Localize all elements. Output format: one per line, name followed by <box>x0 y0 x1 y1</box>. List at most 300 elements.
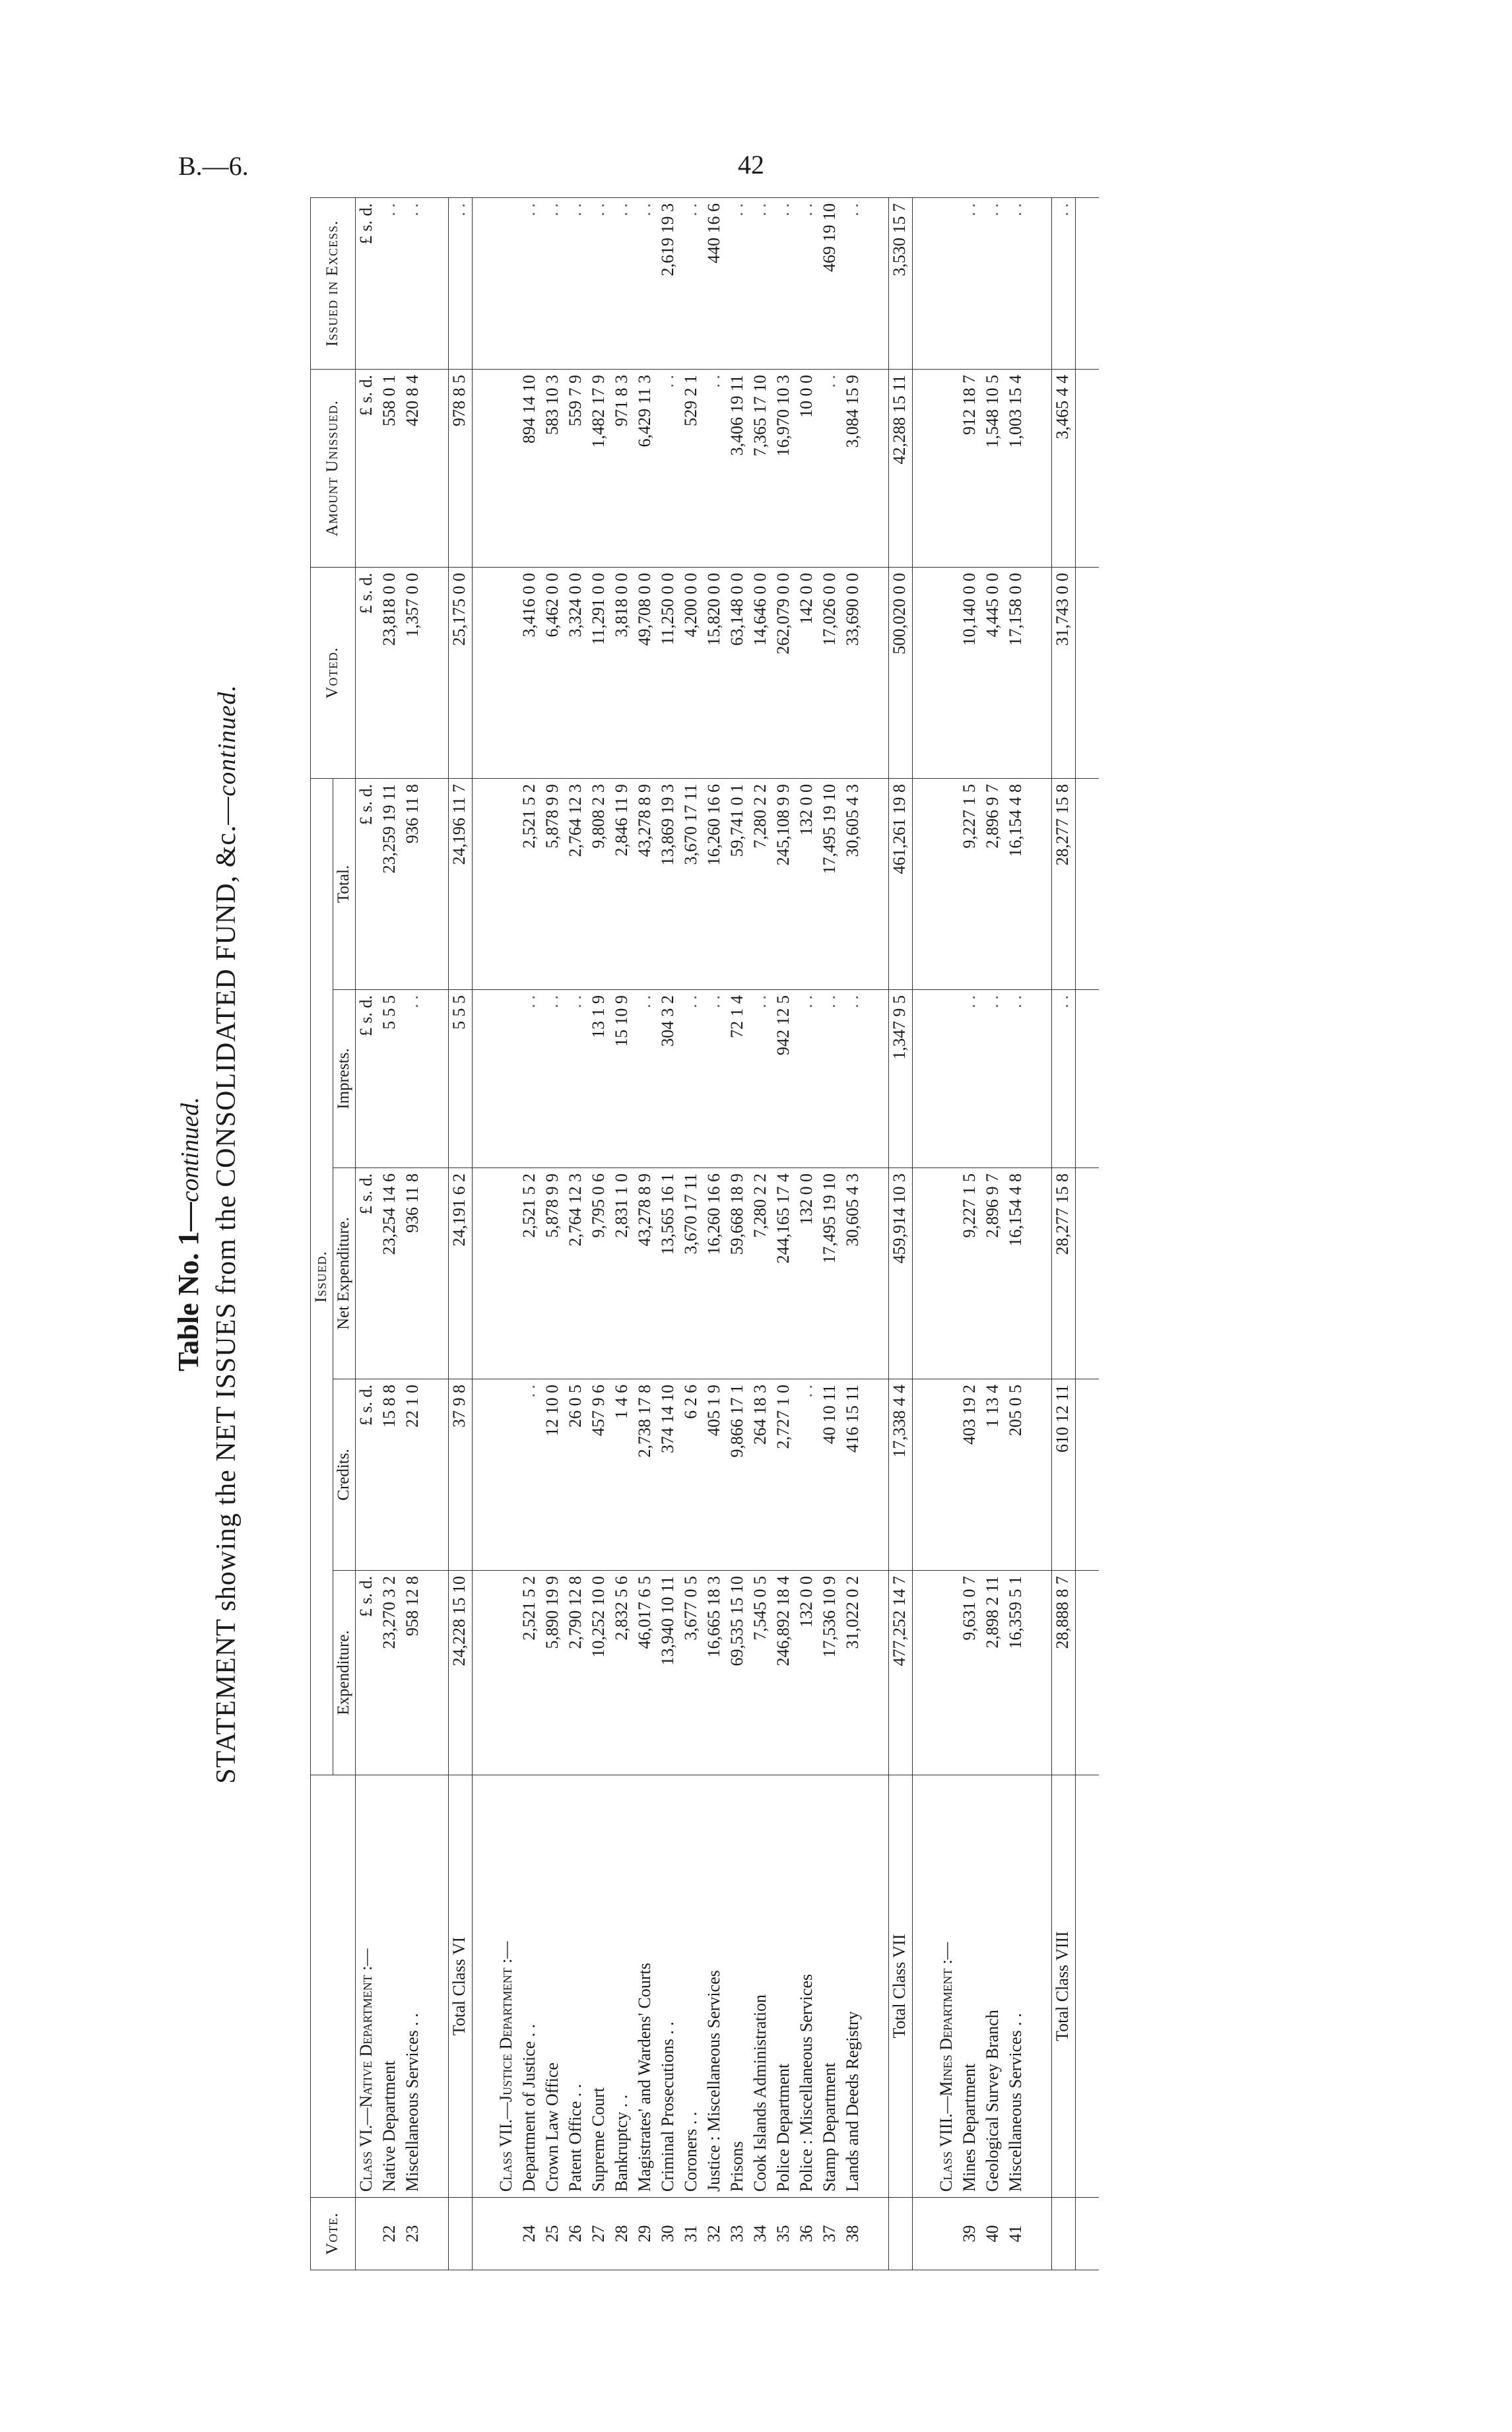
vote-number: 30 <box>657 2198 680 2270</box>
amount-cell: 2,521 5 2 <box>519 1168 542 1379</box>
amount-cell: . . <box>565 990 588 1168</box>
amount-cell: 477,252 14 7 <box>888 1571 912 1775</box>
amount-cell: 4,445 0 0 <box>982 567 1005 778</box>
spacer-cell <box>865 567 889 778</box>
vote-row <box>519 197 542 2270</box>
table-header <box>311 197 356 2270</box>
amount-cell: . . <box>842 197 865 369</box>
table-body <box>355 197 1099 2270</box>
vote-name: Justice : Miscellaneous Services <box>704 1775 727 2198</box>
empty-cell <box>496 369 519 567</box>
spacer-cell <box>472 567 496 778</box>
amount-cell: 28,888 8 7 <box>1051 1571 1075 1775</box>
amount-cell: . . <box>680 990 704 1168</box>
vote-name: Department of Justice . . <box>519 1775 542 2198</box>
amount-cell: 1 4 6 <box>611 1379 634 1571</box>
amount-cell: 33,690 0 0 <box>842 567 865 778</box>
amount-cell: 31,743 0 0 <box>1051 567 1075 778</box>
vote-name: Prisons <box>727 1775 750 2198</box>
table-caption <box>172 198 242 2270</box>
vote-row <box>1005 197 1028 2270</box>
amount-cell: 7,280 2 2 <box>750 778 773 989</box>
vote-row <box>842 197 865 2270</box>
amount-cell: 7,280 2 2 <box>750 1168 773 1379</box>
spacer-cell <box>1028 369 1052 567</box>
amount-cell: 6,462 0 0 <box>542 567 565 778</box>
amount-cell: 13,565 16 1 <box>657 1168 680 1379</box>
spacer-cell <box>912 567 936 778</box>
amount-cell: 1,003 15 4 <box>1005 369 1028 567</box>
amount-cell: 2,832 5 6 <box>611 1571 634 1775</box>
amount-cell: 3,677 0 5 <box>680 1571 704 1775</box>
amount-cell: 9,808 2 3 <box>588 778 611 989</box>
vote-number: 32 <box>704 2198 727 2270</box>
vote-number: 36 <box>796 2198 819 2270</box>
amount-cell: 16,260 16 6 <box>704 778 727 989</box>
amount-cell: 24,228 15 10 <box>448 1571 472 1775</box>
vote-number: 22 <box>379 2198 402 2270</box>
amount-cell: 23,259 19 11 <box>379 778 402 989</box>
amount-cell: 405 1 9 <box>704 1379 727 1571</box>
amount-cell: 17,026 0 0 <box>819 567 842 778</box>
spacer-cell <box>472 778 496 989</box>
class-heading: Class VI.—Native Department :— <box>355 1775 379 2198</box>
amount-cell: 30,605 4 3 <box>842 778 865 989</box>
empty-cell <box>496 197 519 369</box>
vote-row <box>773 197 796 2270</box>
class-heading-row <box>936 197 959 2270</box>
vote-name: Miscellaneous Services . . <box>402 1775 425 2198</box>
amount-cell: . . <box>542 990 565 1168</box>
spacer-row <box>472 197 496 2270</box>
spacer-cell <box>1075 1571 1099 1775</box>
amount-cell: 936 11 8 <box>402 1168 425 1379</box>
vote-name: Patent Office . . <box>565 1775 588 2198</box>
column-header-issued: Issued. <box>311 778 333 1775</box>
vote-row <box>727 197 750 2270</box>
amount-cell: 457 9 6 <box>588 1379 611 1571</box>
amount-cell: 13,940 10 11 <box>657 1571 680 1775</box>
currency-unit-cell: £ s. d. <box>355 778 379 989</box>
amount-cell: 3,670 17 11 <box>680 778 704 989</box>
amount-cell: 10,252 10 0 <box>588 1571 611 1775</box>
spacer-cell <box>1075 1775 1099 2198</box>
amount-cell: 245,108 9 9 <box>773 778 796 989</box>
spacer-cell <box>1028 2198 1052 2270</box>
amount-cell: . . <box>1005 197 1028 369</box>
amount-cell: 11,250 0 0 <box>657 567 680 778</box>
spacer-cell <box>1075 778 1099 989</box>
amount-cell: . . <box>657 369 680 567</box>
amount-cell: 2,764 12 3 <box>565 778 588 989</box>
spacer-cell <box>912 197 936 369</box>
vote-number: 26 <box>565 2198 588 2270</box>
amount-cell: 42,288 15 11 <box>888 369 912 567</box>
vote-cell <box>936 2198 959 2270</box>
empty-cell <box>496 1571 519 1775</box>
amount-cell: . . <box>796 1379 819 1571</box>
vote-name: Supreme Court <box>588 1775 611 2198</box>
amount-cell: . . <box>448 197 472 369</box>
spacer-cell <box>865 1571 889 1775</box>
amount-cell: 459,914 10 3 <box>888 1168 912 1379</box>
vote-name: Police : Miscellaneous Services <box>796 1775 819 2198</box>
amount-cell: 304 3 2 <box>657 990 680 1168</box>
amount-cell: 2,619 19 3 <box>657 197 680 369</box>
vote-row <box>704 197 727 2270</box>
vote-name: Cook Islands Administration <box>750 1775 773 2198</box>
amount-cell: 132 0 0 <box>796 1571 819 1775</box>
spacer-cell <box>472 990 496 1168</box>
amount-cell: 59,741 0 1 <box>727 778 750 989</box>
spacer-cell <box>1075 369 1099 567</box>
amount-cell: 69,535 15 10 <box>727 1571 750 1775</box>
column-header-credits: Credits. <box>333 1379 355 1571</box>
table-title: Table No. 1—continued. <box>172 1097 205 1371</box>
amount-cell: 1,548 10 5 <box>982 369 1005 567</box>
empty-cell <box>496 778 519 989</box>
spacer-cell <box>1028 1168 1052 1379</box>
spacer-cell <box>1075 990 1099 1168</box>
class-total-label: Total Class VI <box>448 1775 472 2198</box>
amount-cell: 3,465 4 4 <box>1051 369 1075 567</box>
amount-cell: 246,892 18 4 <box>773 1571 796 1775</box>
spacer-cell <box>1028 197 1052 369</box>
amount-cell: 2,521 5 2 <box>519 1571 542 1775</box>
vote-name: Crown Law Office <box>542 1775 565 2198</box>
column-header-imprests: Imprests. <box>333 990 355 1168</box>
amount-cell: 2,521 5 2 <box>519 778 542 989</box>
vote-row <box>750 197 773 2270</box>
vote-name: Police Department <box>773 1775 796 2198</box>
spacer-cell <box>865 369 889 567</box>
vote-row <box>565 197 588 2270</box>
spacer-cell <box>1028 1379 1052 1571</box>
spacer-cell <box>912 2198 936 2270</box>
currency-unit-cell: £ s. d. <box>355 1168 379 1379</box>
amount-cell: 26 0 5 <box>565 1379 588 1571</box>
amount-cell: 583 10 3 <box>542 369 565 567</box>
amount-cell: . . <box>402 990 425 1168</box>
currency-unit-cell: £ s. d. <box>355 1379 379 1571</box>
spacer-cell <box>865 1775 889 2198</box>
vote-cell <box>448 2198 472 2270</box>
amount-cell: . . <box>588 197 611 369</box>
amount-cell: 15,820 0 0 <box>704 567 727 778</box>
amount-cell: 132 0 0 <box>796 778 819 989</box>
amount-cell: 440 16 6 <box>704 197 727 369</box>
amount-cell: . . <box>611 197 634 369</box>
amount-cell: . . <box>819 369 842 567</box>
amount-cell: 262,079 0 0 <box>773 567 796 778</box>
vote-cell <box>496 2198 519 2270</box>
column-header-description <box>311 1775 356 2198</box>
amount-cell: 461,261 19 8 <box>888 778 912 989</box>
class-total-row <box>448 197 472 2270</box>
amount-cell: 15 10 9 <box>611 990 634 1168</box>
spacer-cell <box>1075 1168 1099 1379</box>
vote-name: Criminal Prosecutions . . <box>657 1775 680 2198</box>
amount-cell: 958 12 8 <box>402 1571 425 1775</box>
amount-cell: 971 8 3 <box>611 369 634 567</box>
amount-cell: 23,818 0 0 <box>379 567 402 778</box>
amount-cell: 1,357 0 0 <box>402 567 425 778</box>
amount-cell: . . <box>634 990 657 1168</box>
spacer-cell <box>912 1379 936 1571</box>
vote-row <box>680 197 704 2270</box>
amount-cell: 264 18 3 <box>750 1379 773 1571</box>
amount-cell: 1,347 9 5 <box>888 990 912 1168</box>
amount-cell: 59,668 18 9 <box>727 1168 750 1379</box>
empty-cell <box>936 1379 959 1571</box>
empty-cell <box>496 567 519 778</box>
amount-cell: 9,227 1 5 <box>959 778 982 989</box>
amount-cell: . . <box>727 197 750 369</box>
page-reference: B.—6. <box>178 151 249 181</box>
spacer-cell <box>912 778 936 989</box>
currency-unit-cell: £ s. d. <box>355 1571 379 1775</box>
spacer-row <box>865 197 889 2270</box>
amount-cell: 205 0 5 <box>1005 1379 1028 1571</box>
amount-cell: . . <box>704 990 727 1168</box>
amount-cell: 1 13 4 <box>982 1379 1005 1571</box>
vote-name: Magistrates' and Wardens' Courts <box>634 1775 657 2198</box>
amount-cell: 3,670 17 11 <box>680 1168 704 1379</box>
vote-cell <box>1051 2198 1075 2270</box>
vote-row <box>634 197 657 2270</box>
amount-cell: 5,890 19 9 <box>542 1571 565 1775</box>
amount-cell: . . <box>542 197 565 369</box>
amount-cell: 13 1 9 <box>588 990 611 1168</box>
spacer-row <box>1075 197 1099 2270</box>
amount-cell: 37 9 8 <box>448 1379 472 1571</box>
amount-cell: 9,795 0 6 <box>588 1168 611 1379</box>
rotated-table-area <box>172 198 1360 2270</box>
spacer-cell <box>425 2198 449 2270</box>
spacer-cell <box>425 197 449 369</box>
amount-cell: 16,665 18 3 <box>704 1571 727 1775</box>
amount-cell: 23,254 14 6 <box>379 1168 402 1379</box>
amount-cell: 912 18 7 <box>959 369 982 567</box>
amount-cell: 30,605 4 3 <box>842 1168 865 1379</box>
spacer-cell <box>865 2198 889 2270</box>
vote-number: 29 <box>634 2198 657 2270</box>
empty-cell <box>936 567 959 778</box>
amount-cell: 2,896 9 7 <box>982 778 1005 989</box>
amount-cell: 16,970 10 3 <box>773 369 796 567</box>
spacer-row <box>912 197 936 2270</box>
amount-cell: 28,277 15 8 <box>1051 778 1075 989</box>
amount-cell: 3,084 15 9 <box>842 369 865 567</box>
amount-cell: 2,831 1 0 <box>611 1168 634 1379</box>
vote-name: Native Department <box>379 1775 402 2198</box>
spacer-cell <box>425 1571 449 1775</box>
amount-cell: 529 2 1 <box>680 369 704 567</box>
amount-cell: 16,154 4 8 <box>1005 1168 1028 1379</box>
amount-cell: . . <box>982 990 1005 1168</box>
vote-row <box>819 197 842 2270</box>
amount-cell: 936 11 8 <box>402 778 425 989</box>
amount-cell: 978 8 5 <box>448 369 472 567</box>
amount-cell: 2,898 2 11 <box>982 1571 1005 1775</box>
vote-row <box>402 197 425 2270</box>
amount-cell: 17,338 4 4 <box>888 1379 912 1571</box>
vote-row <box>379 197 402 2270</box>
class-total-row <box>1051 197 1075 2270</box>
amount-cell: 244,165 17 4 <box>773 1168 796 1379</box>
currency-unit-cell: £ s. d. <box>355 197 379 369</box>
vote-row <box>611 197 634 2270</box>
amount-cell: . . <box>750 990 773 1168</box>
amount-cell: . . <box>819 990 842 1168</box>
spacer-cell <box>472 369 496 567</box>
amount-cell: 894 14 10 <box>519 369 542 567</box>
vote-number: 34 <box>750 2198 773 2270</box>
amount-cell: . . <box>773 197 796 369</box>
spacer-cell <box>472 2198 496 2270</box>
vote-name: Mines Department <box>959 1775 982 2198</box>
amount-cell: . . <box>402 197 425 369</box>
vote-number: 24 <box>519 2198 542 2270</box>
spacer-cell <box>425 567 449 778</box>
amount-cell: 9,631 0 7 <box>959 1571 982 1775</box>
amount-cell: 420 8 4 <box>402 369 425 567</box>
class-heading: Class VII.—Justice Department :— <box>496 1775 519 2198</box>
amount-cell: . . <box>1051 197 1075 369</box>
amount-cell: 17,536 10 9 <box>819 1571 842 1775</box>
amount-cell: . . <box>796 197 819 369</box>
vote-row <box>542 197 565 2270</box>
amount-cell: 4,200 0 0 <box>680 567 704 778</box>
amount-cell: 374 14 10 <box>657 1379 680 1571</box>
amount-cell: . . <box>959 990 982 1168</box>
amount-cell: 12 10 0 <box>542 1379 565 1571</box>
amount-cell: 28,277 15 8 <box>1051 1168 1075 1379</box>
spacer-cell <box>425 369 449 567</box>
empty-cell <box>936 990 959 1168</box>
amount-cell: 469 19 10 <box>819 197 842 369</box>
amount-cell: 5 5 5 <box>448 990 472 1168</box>
vote-number: 41 <box>1005 2198 1028 2270</box>
amount-cell: 24,191 6 2 <box>448 1168 472 1379</box>
vote-number: 27 <box>588 2198 611 2270</box>
amount-cell: 2,790 12 8 <box>565 1571 588 1775</box>
amount-cell: 43,278 8 9 <box>634 1168 657 1379</box>
spacer-cell <box>472 1379 496 1571</box>
spacer-cell <box>472 1775 496 2198</box>
empty-cell <box>936 778 959 989</box>
amount-cell: 416 15 11 <box>842 1379 865 1571</box>
spacer-cell <box>1028 990 1052 1168</box>
class-total-label: Total Class VIII <box>1051 1775 1075 2198</box>
vote-number: 23 <box>402 2198 425 2270</box>
amount-cell: 63,148 0 0 <box>727 567 750 778</box>
vote-number: 31 <box>680 2198 704 2270</box>
currency-unit-cell: £ s. d. <box>355 567 379 778</box>
spacer-cell <box>472 1571 496 1775</box>
amount-cell: 13,869 19 3 <box>657 778 680 989</box>
spacer-cell <box>425 1379 449 1571</box>
amount-cell: 1,482 17 9 <box>588 369 611 567</box>
amount-cell: . . <box>842 990 865 1168</box>
amount-cell: 17,495 19 10 <box>819 778 842 989</box>
amount-cell: . . <box>959 197 982 369</box>
amount-cell: . . <box>704 369 727 567</box>
amount-cell: 25,175 0 0 <box>448 567 472 778</box>
class-heading-row <box>496 197 519 2270</box>
column-header-issued-in-excess: Issued in Excess. <box>311 197 356 369</box>
amount-cell: . . <box>519 990 542 1168</box>
spacer-cell <box>865 197 889 369</box>
amount-cell: 10 0 0 <box>796 369 819 567</box>
currency-unit-cell: £ s. d. <box>355 369 379 567</box>
amount-cell: . . <box>519 1379 542 1571</box>
vote-row <box>588 197 611 2270</box>
vote-number: 40 <box>982 2198 1005 2270</box>
amount-cell: 2,727 1 0 <box>773 1379 796 1571</box>
amount-cell: 403 19 2 <box>959 1379 982 1571</box>
empty-cell <box>496 1379 519 1571</box>
spacer-cell <box>1075 197 1099 369</box>
amount-cell: 40 10 11 <box>819 1379 842 1571</box>
vote-name: Stamp Department <box>819 1775 842 2198</box>
spacer-cell <box>865 778 889 989</box>
spacer-cell <box>425 990 449 1168</box>
column-header-expenditure: Expenditure. <box>333 1571 355 1775</box>
vote-row <box>959 197 982 2270</box>
empty-cell <box>496 1168 519 1379</box>
vote-number: 28 <box>611 2198 634 2270</box>
vote-name: Coroners . . <box>680 1775 704 2198</box>
spacer-cell <box>865 1379 889 1571</box>
empty-cell <box>936 1168 959 1379</box>
amount-cell: 610 12 11 <box>1051 1379 1075 1571</box>
vote-cell <box>355 2198 379 2270</box>
vote-cell <box>888 2198 912 2270</box>
spacer-cell <box>425 778 449 989</box>
class-total-label: Total Class VII <box>888 1775 912 2198</box>
spacer-cell <box>1028 567 1052 778</box>
spacer-cell <box>912 1168 936 1379</box>
vote-number: 33 <box>727 2198 750 2270</box>
empty-cell <box>936 1571 959 1775</box>
amount-cell: 942 12 5 <box>773 990 796 1168</box>
vote-number: 38 <box>842 2198 865 2270</box>
amount-cell: . . <box>379 197 402 369</box>
amount-cell: 72 1 4 <box>727 990 750 1168</box>
amount-cell: 500,020 0 0 <box>888 567 912 778</box>
amount-cell: 14,646 0 0 <box>750 567 773 778</box>
empty-cell <box>496 990 519 1168</box>
amount-cell: 142 0 0 <box>796 567 819 778</box>
amount-cell: 16,260 16 6 <box>704 1168 727 1379</box>
amount-cell: 31,022 0 2 <box>842 1571 865 1775</box>
amount-cell: 132 0 0 <box>796 1168 819 1379</box>
amount-cell: . . <box>565 197 588 369</box>
spacer-cell <box>1075 2198 1099 2270</box>
column-header-voted: Voted. <box>311 567 356 778</box>
vote-name: Bankruptcy . . <box>611 1775 634 2198</box>
amount-cell: . . <box>1051 990 1075 1168</box>
spacer-cell <box>472 1168 496 1379</box>
vote-row <box>657 197 680 2270</box>
table-subtitle: STATEMENT showing the NET ISSUES from the CONSOLIDATED FUND, &c.—continued. <box>211 684 242 1784</box>
column-header-total: Total. <box>333 778 355 989</box>
spacer-cell <box>865 1168 889 1379</box>
amount-cell: 11,291 0 0 <box>588 567 611 778</box>
amount-cell: 6,429 11 3 <box>634 369 657 567</box>
amount-cell: 2,764 12 3 <box>565 1168 588 1379</box>
